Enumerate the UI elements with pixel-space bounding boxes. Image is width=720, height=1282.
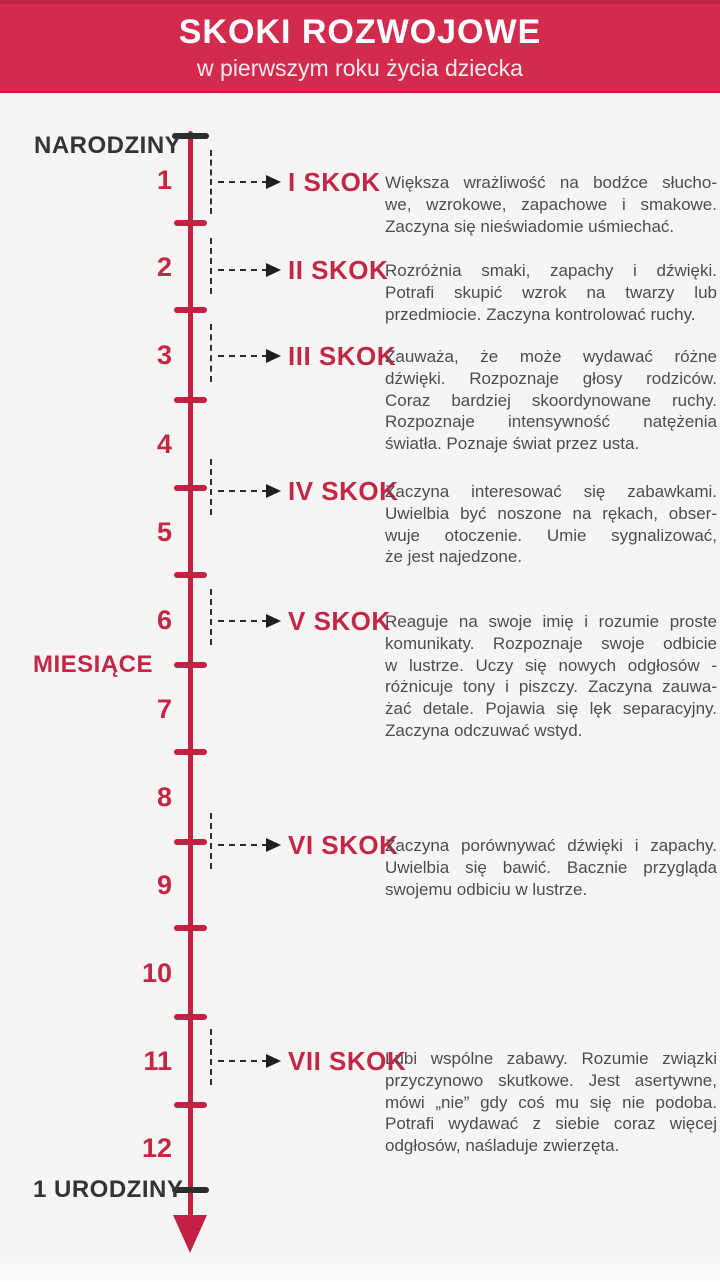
month-number: 2 <box>156 252 172 282</box>
month-number: 9 <box>156 870 172 900</box>
leap-description <box>385 346 717 455</box>
months-axis-label: MIESIĄCE <box>33 651 154 678</box>
month-number: 7 <box>156 694 172 724</box>
leap-description <box>385 835 717 900</box>
month-number: 1 <box>156 165 172 195</box>
leap-description <box>385 1048 717 1157</box>
description-line: Lubi wspólne zabawy. Rozumie związki <box>385 1049 717 1068</box>
header-banner <box>0 0 720 93</box>
bottom-fade <box>0 1256 720 1282</box>
leap-arrow <box>218 620 268 622</box>
leap-arrow <box>218 181 268 183</box>
leap-label: I SKOK <box>288 167 381 197</box>
leap-connector-dashes <box>210 459 212 515</box>
description-line: przedmiocie. Zaczyna kontrolować ruchy. <box>385 304 696 324</box>
leap-arrow-head-icon <box>266 1054 281 1068</box>
description-line: komunikaty. Rozpoznaje swoje odbicie <box>385 633 717 653</box>
leap-description <box>385 611 717 742</box>
leap-label: II SKOK <box>288 255 389 285</box>
page-title: SKOKI ROZWOJOWE <box>178 13 542 51</box>
tick-month-3 <box>174 397 207 403</box>
description-line: Zaczyna porównywać dźwięki i zapachy. <box>385 836 717 855</box>
description-line: Rozpoznaje intensywność natężenia <box>385 412 717 432</box>
leap-description <box>385 481 717 568</box>
leap-label: V SKOK <box>288 606 391 636</box>
leap-connector-dashes <box>210 1029 212 1085</box>
description-line: dźwięki. Rozpoznaje głosy rodziców. <box>385 368 717 388</box>
month-number: 12 <box>141 1133 172 1163</box>
description-line: odgłosów, naśladuje zwierzęta. <box>385 1136 620 1156</box>
leap-connector-dashes <box>210 150 212 214</box>
description-line: wuje otoczenie. Umie sygnalizować, <box>385 525 717 545</box>
tick-month-10 <box>174 1014 207 1020</box>
description-line: Zaczyna interesować się zabawkami. <box>385 482 717 501</box>
leap-description <box>385 260 717 325</box>
description-line: światła. Poznaje świat przez usta. <box>385 434 640 454</box>
leap-label: III SKOK <box>288 341 397 371</box>
month-number: 4 <box>156 429 172 459</box>
month-number: 10 <box>141 958 172 988</box>
description-line: Coraz bardziej skoordynowane ruchy. <box>385 390 717 410</box>
description-line: Uwielbia być noszone na rękach, obser- <box>385 503 717 523</box>
leap-arrow <box>218 490 268 492</box>
description-line: w lustrze. Uczy się nowych odgłosów - <box>385 655 717 675</box>
timeline-arrowhead-icon <box>173 1215 207 1253</box>
leap-arrow-head-icon <box>266 838 281 852</box>
leap-arrow-head-icon <box>266 349 281 363</box>
leap-description <box>385 172 717 237</box>
leap-arrow <box>218 1060 268 1062</box>
leap-label: VII SKOK <box>288 1046 407 1076</box>
leap-arrow-head-icon <box>266 484 281 498</box>
description-line: różnicuje tony i piszczy. Zaczyna zauwa- <box>385 677 717 697</box>
leap-arrow <box>218 355 268 357</box>
page-subtitle: w pierwszym roku życia dziecka <box>197 55 523 81</box>
month-number: 11 <box>143 1046 172 1076</box>
leap-label: IV SKOK <box>288 476 399 506</box>
tick-month-8 <box>174 839 207 845</box>
description-line: Zaczyna odczuwać wstyd. <box>385 720 583 740</box>
tick-month-1 <box>174 220 207 226</box>
description-line: Reaguje na swoje imię i rozumie proste <box>385 612 717 631</box>
first-birthday-label: 1 URODZINY <box>33 1176 184 1203</box>
month-number: 8 <box>156 782 172 812</box>
description-line: Zauważa, że może wydawać różne <box>385 347 717 366</box>
leap-arrow-head-icon <box>266 614 281 628</box>
description-line: Większa wrażliwość na bodźce słucho- <box>385 173 717 192</box>
tick-month-6 <box>174 662 207 668</box>
tick-month-9 <box>174 925 207 931</box>
tick-month-5 <box>174 572 207 578</box>
tick-month-2 <box>174 307 207 313</box>
description-line: swojemu odbiciu w lustrze. <box>385 879 588 899</box>
tick-month-11 <box>174 1102 207 1108</box>
month-number: 3 <box>156 340 172 370</box>
month-number: 6 <box>156 605 172 635</box>
leap-label: VI SKOK <box>288 830 399 860</box>
leap-arrow <box>218 269 268 271</box>
description-line: Potrafi wydawać z siebie coraz więcej <box>385 1114 717 1134</box>
month-number: 5 <box>156 517 172 547</box>
description-line: we, wzrokowe, zapachowe i smakowe. <box>385 194 717 214</box>
description-line: że jest najedzone. <box>385 547 523 567</box>
description-line: Uwielbia się bawić. Bacznie przygląda <box>385 857 717 877</box>
tick-month-4 <box>174 485 207 491</box>
description-line: przyczynowo skutkowe. Jest asertywne, <box>385 1070 717 1090</box>
description-line: mówi „nie” gdy coś mu się nie podoba. <box>385 1092 717 1112</box>
leap-arrow-head-icon <box>266 175 281 189</box>
description-line: żać detale. Pojawia się lęk separacyjny. <box>385 699 717 719</box>
tick-month-7 <box>174 749 207 755</box>
timeline-axis-line <box>188 131 193 1217</box>
leap-arrow-head-icon <box>266 263 281 277</box>
leap-connector-dashes <box>210 589 212 645</box>
description-line: Potrafi skupić wzrok na twarzy lub <box>385 282 717 302</box>
birth-label: NARODZINY <box>34 132 182 159</box>
leap-connector-dashes <box>210 813 212 869</box>
leap-arrow <box>218 844 268 846</box>
leap-connector-dashes <box>210 238 212 294</box>
description-line: Zaczyna się nieświadomie uśmiechać. <box>385 216 675 236</box>
description-line: Rozróżnia smaki, zapachy i dźwięki. <box>385 261 717 280</box>
leap-connector-dashes <box>210 324 212 382</box>
